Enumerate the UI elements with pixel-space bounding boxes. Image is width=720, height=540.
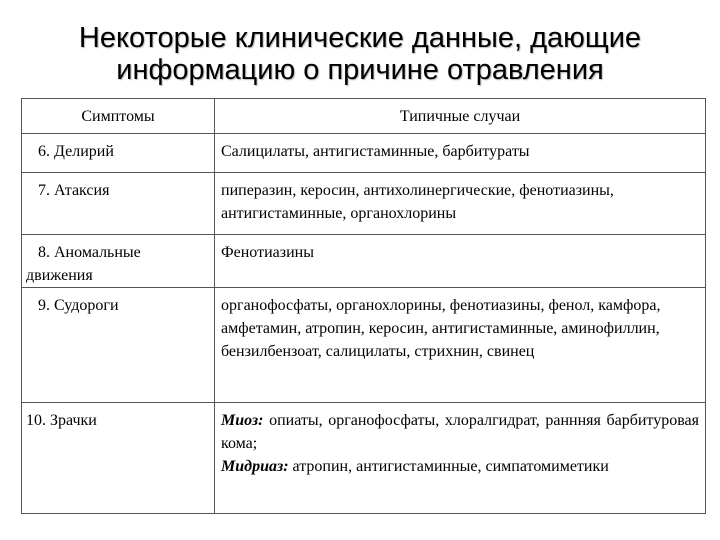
- symptom-label: 8. Аномальные: [38, 244, 141, 261]
- page-title: [40, 22, 680, 86]
- column-header-cases: Типичные случаи: [215, 99, 706, 134]
- cases-cell: Салицилаты, антигистаминные, барбитураты: [215, 134, 706, 173]
- symptom-cell: [22, 134, 215, 173]
- cases-cell: органофосфаты, органохлорины, фенотиазины, фенол, камфора, амфетамин, атропин, керосин, антигистаминные, аминофиллин, бензилбензоат, салицилаты, стрихнин, свинец: [215, 288, 706, 403]
- table-row: [22, 288, 706, 403]
- symptom-cell: [22, 403, 215, 514]
- symptom-label: 6. Делирий: [38, 143, 114, 160]
- cases-cell: Фенотиазины: [215, 235, 706, 288]
- title-line-2: информацию о причине отравления: [116, 54, 604, 86]
- column-header-symptoms: Симптомы: [22, 99, 215, 134]
- symptom-cell: [22, 173, 215, 235]
- symptom-label: 7. Атаксия: [38, 182, 110, 199]
- symptoms-table: [21, 98, 706, 514]
- symptom-cell: [22, 235, 215, 288]
- cases-cell: [215, 403, 706, 514]
- title-line-1: Некоторые клинические данные, дающие: [78, 22, 642, 54]
- symptom-label-continuation: движения: [26, 267, 93, 284]
- table-row: [22, 235, 706, 288]
- table-row: [22, 173, 706, 235]
- miosis-label: Миоз:: [221, 412, 264, 429]
- table-header-row: [22, 99, 706, 134]
- symptom-label: 9. Судороги: [38, 297, 119, 314]
- table-row: [22, 403, 706, 514]
- symptom-cell: [22, 288, 215, 403]
- symptom-label: 10. Зрачки: [26, 412, 97, 429]
- cases-cell: пиперазин, керосин, антихолинергические, фенотиазины, антигистаминные, органохлорины: [215, 173, 706, 235]
- miosis-text: опиаты, органофосфаты, хлоралгидрат, раннняя барбитуровая кома;: [221, 412, 699, 452]
- table-row: [22, 134, 706, 173]
- mydriasis-text: атропин, антигистаминные, симпатомиметики: [292, 458, 609, 475]
- mydriasis-label: Мидриаз:: [221, 458, 289, 475]
